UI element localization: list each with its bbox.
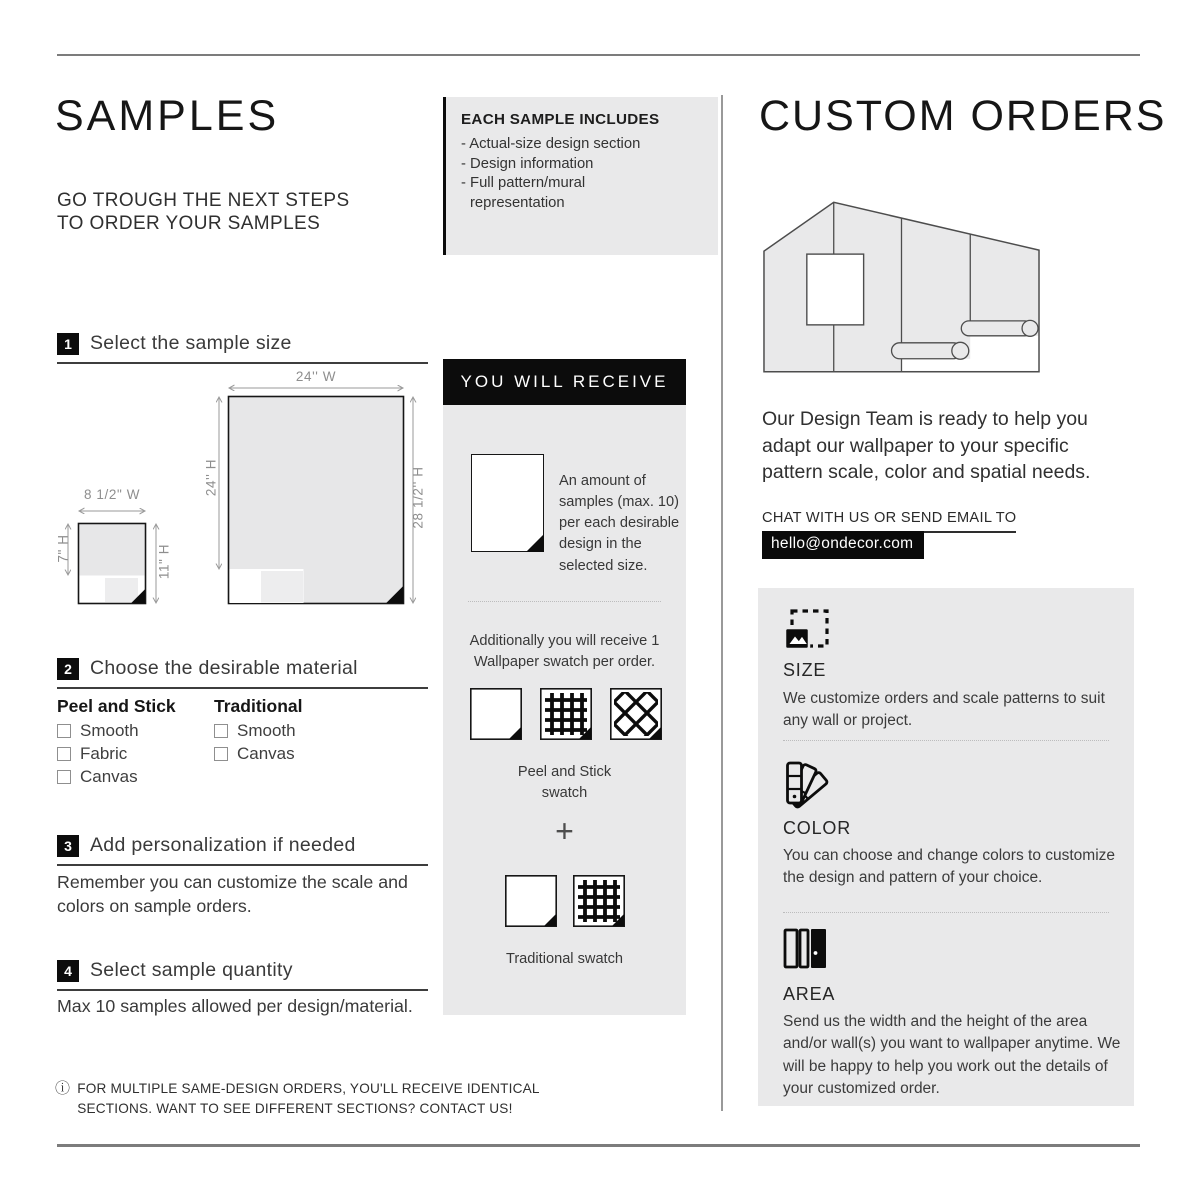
column-divider xyxy=(721,95,723,1111)
subtitle-line: GO TROUGH THE NEXT STEPS xyxy=(57,190,350,211)
samples-amount-text: An amount of samples (max. 10) per each desirable design in the selected size. xyxy=(559,473,680,574)
top-divider xyxy=(57,54,1140,56)
feature-text: Send us the width and the height of the area and/or wall(s) you want to wallpaper anytime. We will be happy to help you work out the details of your customized order. xyxy=(783,1013,1121,1097)
feature-title: SIZE xyxy=(783,660,827,680)
custom-orders-title: CUSTOM ORDERS xyxy=(759,92,1167,140)
footnote-line: SECTIONS. WANT TO SEE DIFFERENT SECTIONS? CONTACT US! xyxy=(77,1100,513,1116)
checkbox-icon[interactable] xyxy=(57,747,71,761)
design-team-intro: Our Design Team is ready to help you adapt our wallpaper to your specific pattern scale, color and spatial needs. xyxy=(762,408,1091,484)
grid-swatch-icon xyxy=(540,688,592,745)
each-sample-includes-box xyxy=(443,97,718,255)
plain-swatch-icon xyxy=(470,688,522,745)
material-group-title: Traditional xyxy=(214,696,303,716)
step-4-text: Max 10 samples allowed per design/material. xyxy=(57,996,413,1016)
step-4-header xyxy=(57,959,428,991)
dimension-label: 7" H xyxy=(55,534,71,563)
material-option-label: Smooth xyxy=(80,721,139,740)
crosshatch-swatch-icon xyxy=(610,688,662,745)
step-3-text: Remember you can customize the scale and colors on sample orders. xyxy=(57,872,408,916)
feature-text: We customize orders and scale patterns to suit any wall or project. xyxy=(783,690,1105,730)
includes-item: - Actual-size design section xyxy=(461,136,641,152)
step-number-badge: 3 xyxy=(57,835,79,857)
material-option-fabric xyxy=(57,744,127,764)
receive-panel xyxy=(443,405,686,1015)
step-title: Select sample quantity xyxy=(90,959,293,981)
area-wall-icon xyxy=(783,928,829,977)
includes-title: EACH SAMPLE INCLUDES xyxy=(461,111,660,128)
you-will-receive-header: YOU WILL RECEIVE xyxy=(443,359,686,405)
chat-with-us-label: CHAT WITH US OR SEND EMAIL TO xyxy=(762,510,1016,533)
step-number-badge: 1 xyxy=(57,333,79,355)
checkbox-icon[interactable] xyxy=(57,724,71,738)
subtitle-line: TO ORDER YOUR SAMPLES xyxy=(57,213,321,234)
footnote xyxy=(55,1079,585,1118)
dotted-divider xyxy=(783,912,1109,913)
step-number-badge: 4 xyxy=(57,960,79,982)
dotted-divider xyxy=(783,740,1109,741)
samples-subtitle xyxy=(57,189,350,235)
sample-size-diagram xyxy=(57,368,428,618)
email-link[interactable]: hello@ondecor.com xyxy=(762,531,924,559)
plus-icon: + xyxy=(555,813,574,849)
color-swatches-icon xyxy=(783,761,833,814)
material-option-canvas xyxy=(57,767,138,787)
dimension-label: 28 1/2'' H xyxy=(410,466,426,529)
feature-text: You can choose and change colors to customize the design and pattern of your choice. xyxy=(783,847,1116,887)
dimension-label: 24'' W xyxy=(295,369,337,384)
checkbox-icon[interactable] xyxy=(214,747,228,761)
checkbox-icon[interactable] xyxy=(214,724,228,738)
info-icon: ⓘ xyxy=(55,1079,71,1097)
sample-sheet-icon xyxy=(471,454,544,552)
material-option-label: Smooth xyxy=(237,721,296,740)
feature-title: AREA xyxy=(783,984,836,1004)
footnote-text xyxy=(77,1079,539,1118)
house-wallpaper-illustration xyxy=(758,196,1043,381)
step-title: Select the sample size xyxy=(90,332,292,354)
bottom-divider xyxy=(57,1144,1140,1147)
step-title: Add personalization if needed xyxy=(90,834,356,856)
step-3-header xyxy=(57,834,428,866)
samples-title: SAMPLES xyxy=(55,92,280,140)
custom-features-panel xyxy=(758,588,1134,1106)
dimension-label: 11" H xyxy=(156,543,172,580)
includes-item: - Design information xyxy=(461,155,594,172)
material-option-smooth xyxy=(57,721,139,741)
additional-swatch-text: Additionally you will receive 1 Wallpaper swatch per order. xyxy=(469,633,660,671)
dimension-label: 8 1/2" W xyxy=(83,487,141,502)
step-2-header xyxy=(57,657,428,689)
size-image-icon xyxy=(783,608,831,661)
material-option-label: Canvas xyxy=(237,744,295,763)
checkbox-icon[interactable] xyxy=(57,770,71,784)
traditional-swatch-label: Traditional swatch xyxy=(505,951,624,967)
peel-swatch-label: Peel and Stick swatch xyxy=(517,764,612,802)
material-option-label: Canvas xyxy=(80,767,138,786)
material-option-smooth-trad xyxy=(214,721,296,741)
material-group-title: Peel and Stick xyxy=(57,696,176,716)
dotted-divider xyxy=(468,601,661,602)
material-option-label: Fabric xyxy=(80,744,128,763)
step-1-header xyxy=(57,332,428,364)
dimension-label: 24'' H xyxy=(203,458,219,497)
grid-swatch-icon xyxy=(573,875,625,932)
plain-swatch-icon xyxy=(505,875,557,932)
feature-title: COLOR xyxy=(783,818,852,838)
material-option-canvas-trad xyxy=(214,744,295,764)
footnote-line: FOR MULTIPLE SAME-DESIGN ORDERS, YOU'LL RECEIVE IDENTICAL xyxy=(77,1081,540,1096)
step-title: Choose the desirable material xyxy=(90,657,358,679)
step-number-badge: 2 xyxy=(57,658,79,680)
includes-item: - Full pattern/mural representation xyxy=(461,175,586,211)
